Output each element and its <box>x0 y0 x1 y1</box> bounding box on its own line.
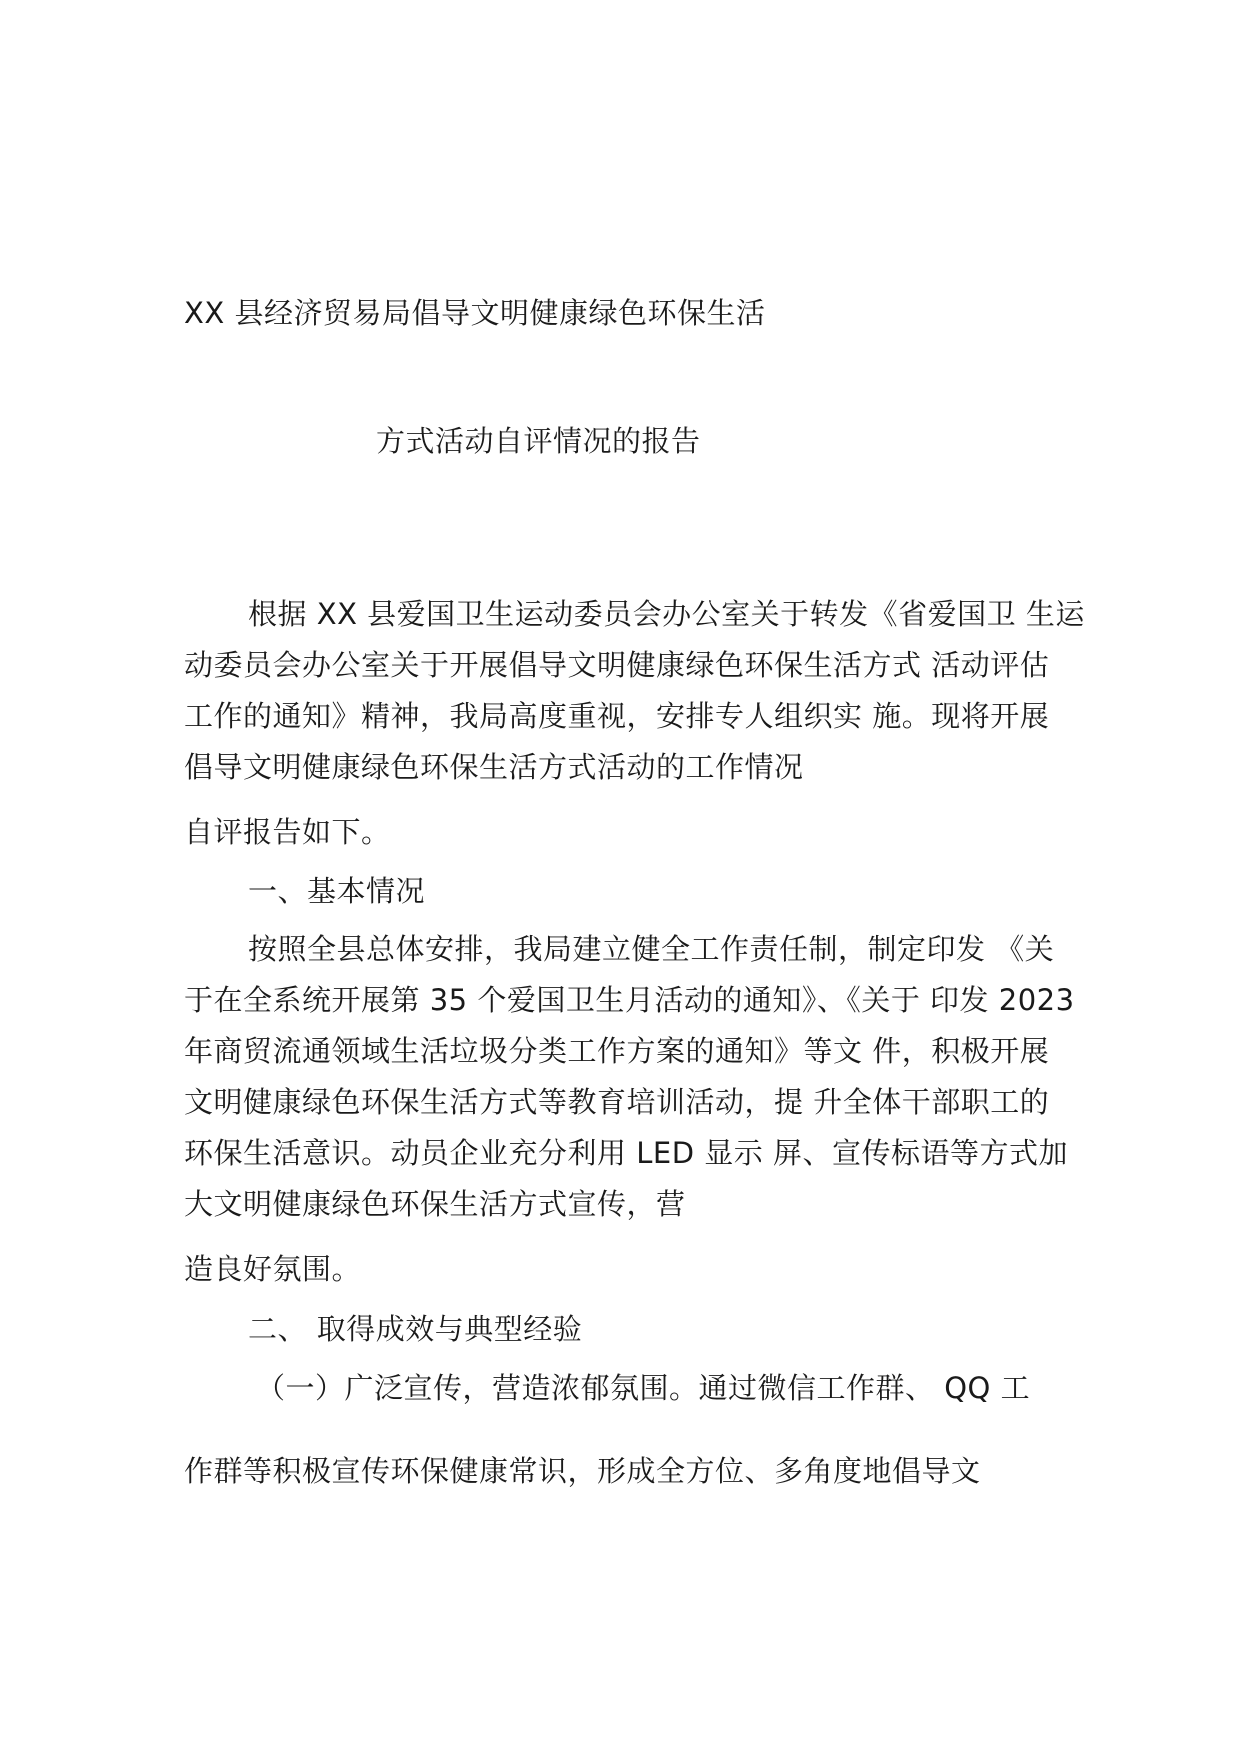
intro-line-4: 倡导文明健康绿色环保生活方式活动的工作情况 <box>184 750 804 784</box>
intro-line-1: 根据 XX 县爱国卫生运动委员会办公室关于转发《省爱国卫 生运 <box>248 597 1085 631</box>
section2-sub1-line-2: 作群等积极宣传环保健康常识，形成全方位、多角度地倡导文 <box>184 1454 981 1488</box>
section1-line-7: 造良好氛围。 <box>184 1252 362 1286</box>
intro-line-3: 工作的通知》精神，我局高度重视，安排专人组织实 施。现将开展 <box>184 699 1050 733</box>
section1-line-3: 年商贸流通领域生活垃圾分类工作方案的通知》等文 件，积极开展 <box>184 1034 1050 1068</box>
intro-line-5: 自评报告如下。 <box>184 815 391 849</box>
section1-line-4: 文明健康绿色环保生活方式等教育培训活动，提 升全体干部职工的 <box>184 1085 1050 1119</box>
section2-heading: 二、 取得成效与典型经验 <box>248 1312 583 1346</box>
section1-line-2: 于在全系统开展第 35 个爱国卫生月活动的通知》、《关于 印发 2023 <box>184 983 1075 1017</box>
section1-heading: 一、基本情况 <box>248 874 426 908</box>
title-line-2: 方式活动自评情况的报告 <box>376 424 701 458</box>
section1-line-6: 大文明健康绿色环保生活方式宣传，营 <box>184 1187 686 1221</box>
title-line-1: XX 县经济贸易局倡导文明健康绿色环保生活 <box>184 296 766 330</box>
intro-line-2: 动委员会办公室关于开展倡导文明健康绿色环保生活方式 活动评估 <box>184 648 1050 682</box>
section1-line-1: 按照全县总体安排，我局建立健全工作责任制，制定印发 《关 <box>248 932 1055 966</box>
section1-line-5: 环保生活意识。动员企业充分利用 LED 显示 屏、宣传标语等方式加 <box>184 1136 1068 1170</box>
section2-sub1-line-1: （一）广泛宣传，营造浓郁氛围。通过微信工作群、 QQ 工 <box>256 1371 1031 1405</box>
